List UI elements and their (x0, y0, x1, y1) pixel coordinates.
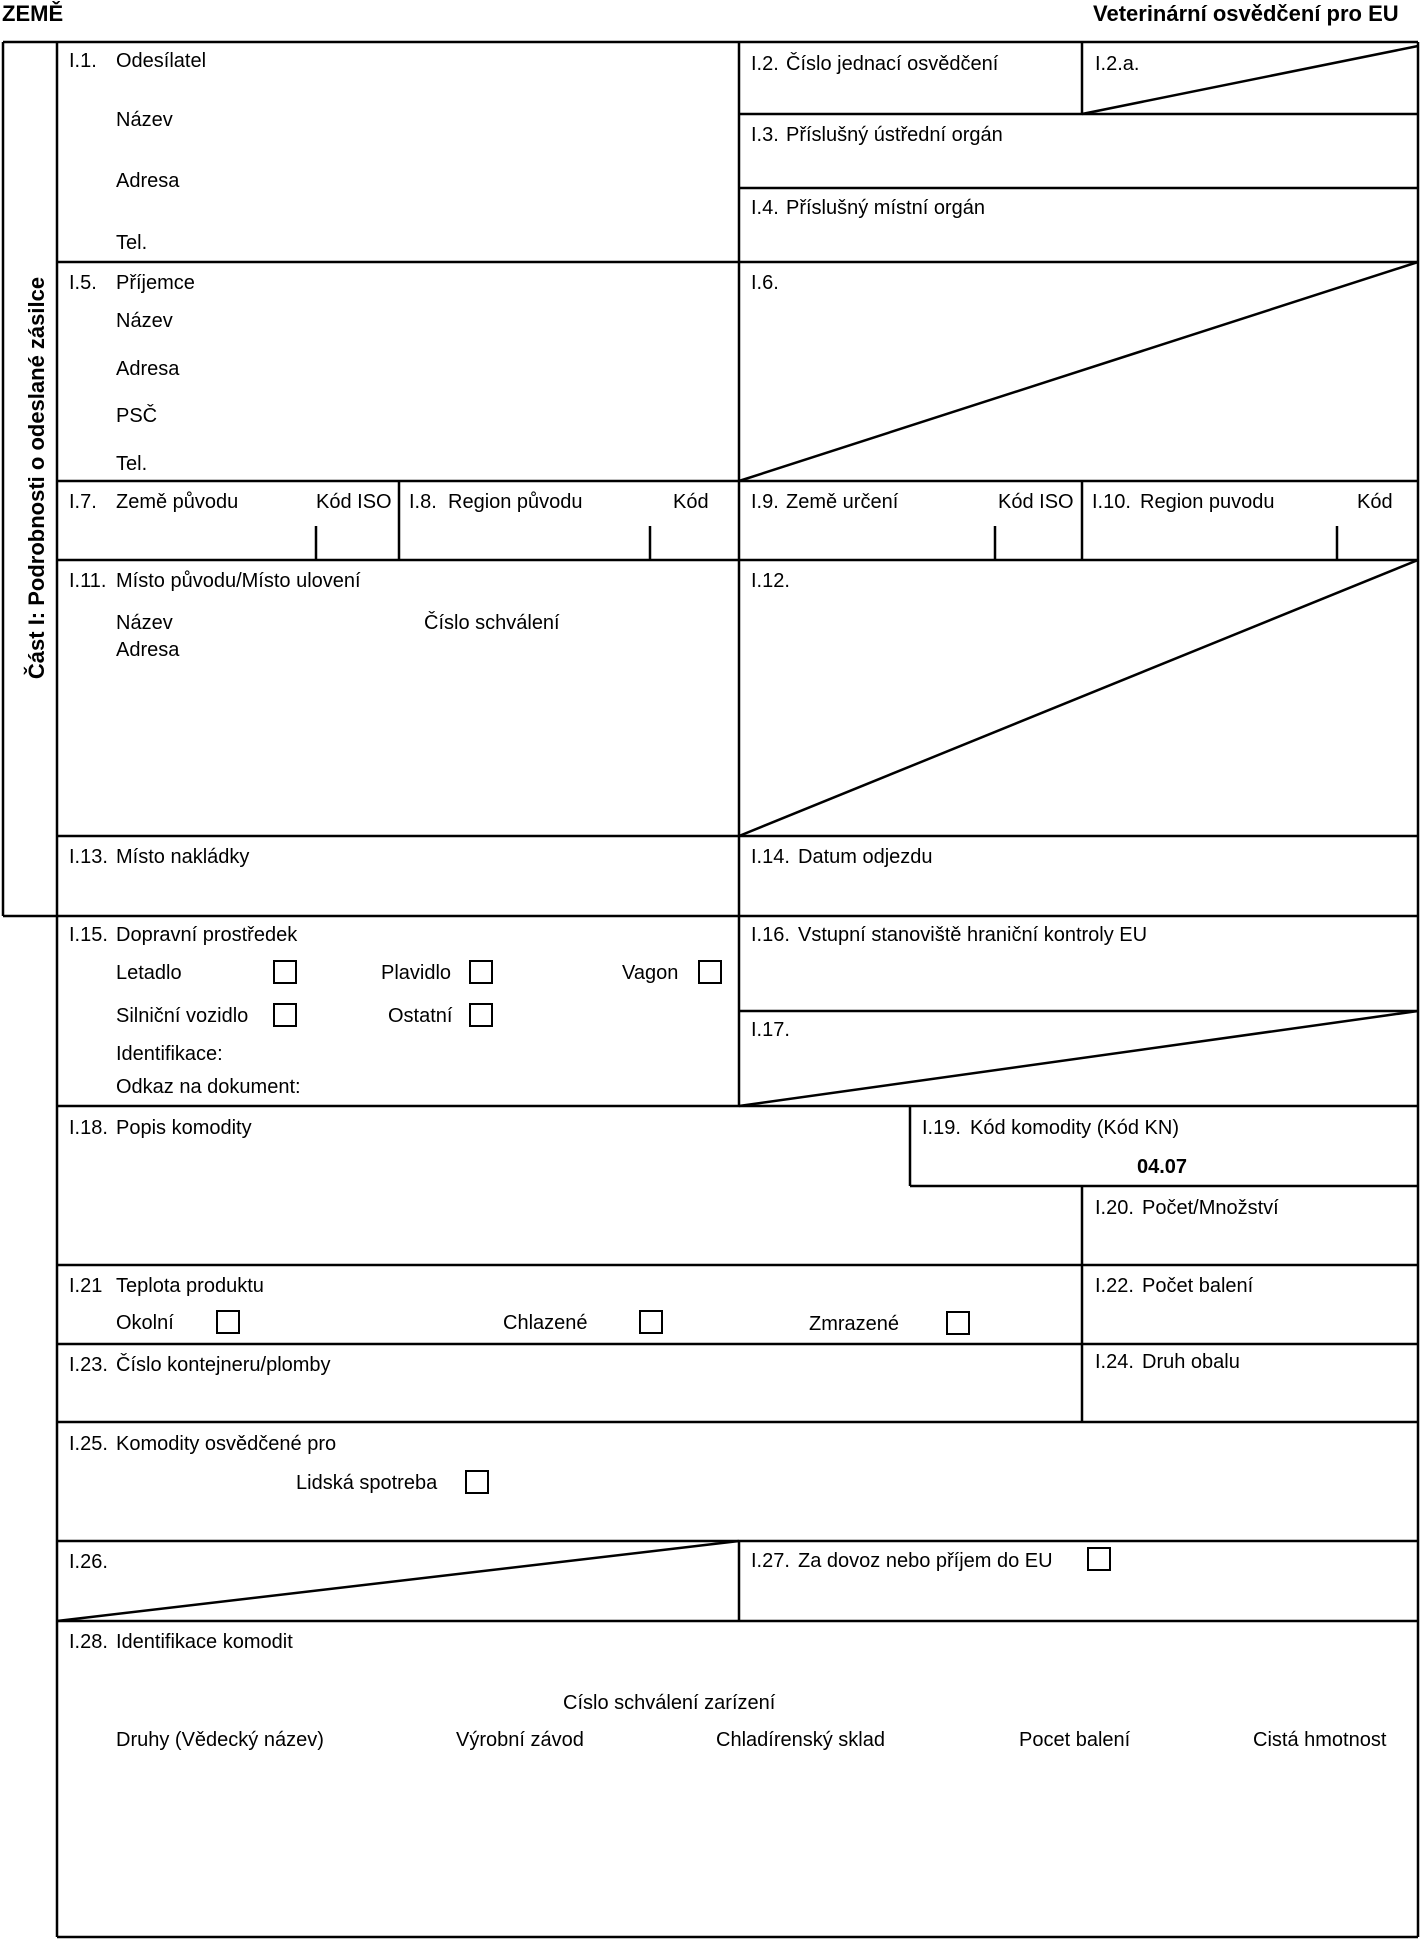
commodity-code-value: 04.07 (1137, 1156, 1188, 1178)
temperature-frozen-label: Zmrazené (809, 1313, 900, 1335)
origin-region-title: Region původu (448, 491, 583, 513)
consignor-name-label: Název (116, 109, 173, 131)
transport-num: I.15. (69, 924, 108, 946)
place-origin-num: I.11. (69, 570, 107, 592)
dest-country-num: I.9. (751, 491, 779, 513)
local-authority-title: Příslušný místní orgán (786, 197, 985, 219)
consignor-title: Odesílatel (116, 50, 207, 72)
origin-country-title: Země původu (116, 491, 239, 513)
dest-region-code: Kód (1357, 491, 1393, 513)
loading-place-title: Místo nakládky (116, 846, 250, 868)
wagon-checkbox[interactable] (698, 960, 722, 984)
road-vehicle-checkbox[interactable] (273, 1003, 297, 1027)
place-origin-address-label: Adresa (116, 639, 180, 661)
human-consumption-checkbox[interactable] (465, 1470, 489, 1494)
temperature-chilled-label: Chlazené (503, 1312, 588, 1334)
consignee-num: I.5. (69, 272, 97, 294)
consignee-title: Příjemce (116, 272, 195, 294)
box-i26-num: I.26. (69, 1551, 108, 1573)
container-title: Číslo kontejneru/plomby (116, 1354, 331, 1376)
consignee-tel-label: Tel. (116, 453, 148, 475)
transport-title: Dopravní prostředek (116, 924, 298, 946)
cert-ref-num: I.2. (751, 53, 779, 75)
central-authority-num: I.3. (751, 124, 779, 146)
ambient-checkbox[interactable] (216, 1310, 240, 1334)
transport-aircraft-label: Letadlo (116, 962, 182, 984)
box-i17-num: I.17. (751, 1019, 790, 1041)
commodity-code-num: I.19. (922, 1117, 961, 1139)
other-transport-checkbox[interactable] (469, 1003, 493, 1027)
origin-country-num: I.7. (69, 491, 97, 513)
temperature-title: Teplota produktu (116, 1275, 264, 1297)
transport-identification-label: Identifikace: (116, 1043, 223, 1065)
consignor-num: I.1. (69, 50, 97, 72)
transport-road-label: Silniční vozidlo (116, 1005, 249, 1027)
place-origin-approval-label: Číslo schválení (424, 612, 560, 634)
transport-doc-ref-label: Odkaz na dokument: (116, 1076, 301, 1098)
packages-title: Počet balení (1142, 1275, 1254, 1297)
border-post-title: Vstupní stanoviště hraniční kontroly EU (798, 924, 1148, 946)
part1-label: Část I: Podrobnosti o odeslané zásilce (24, 276, 49, 680)
import-eu-num: I.27. (751, 1550, 790, 1572)
approval-number-header: Císlo schválení zarízení (563, 1692, 776, 1714)
dest-region-num: I.10. (1092, 491, 1131, 513)
departure-date-title: Datum odjezdu (798, 846, 933, 868)
transport-vessel-label: Plavidlo (381, 962, 452, 984)
packaging-num: I.24. (1095, 1351, 1134, 1373)
local-authority-num: I.4. (751, 197, 779, 219)
column-net-weight: Cistá hmotnost (1253, 1729, 1387, 1751)
origin-country-code: Kód ISO (316, 491, 392, 513)
consignor-tel-label: Tel. (116, 232, 148, 254)
quantity-title: Počet/Množství (1142, 1197, 1279, 1219)
identification-title: Identifikace komodit (116, 1631, 293, 1653)
origin-region-num: I.8. (409, 491, 437, 513)
consignor-address-label: Adresa (116, 170, 180, 192)
cert-ref-sub: I.2.a. (1095, 53, 1140, 75)
aircraft-checkbox[interactable] (273, 960, 297, 984)
dest-country-code: Kód ISO (998, 491, 1074, 513)
container-num: I.23. (69, 1354, 108, 1376)
certified-for-num: I.25. (69, 1433, 108, 1455)
quantity-num: I.20. (1095, 1197, 1134, 1219)
loading-place-num: I.13. (69, 846, 108, 868)
import-eu-checkbox[interactable] (1087, 1547, 1111, 1571)
consignee-postcode-label: PSČ (116, 405, 158, 427)
place-origin-title: Místo původu/Místo ulovení (116, 570, 361, 592)
box-i6-num: I.6. (751, 272, 779, 294)
departure-date-num: I.14. (751, 846, 790, 868)
border-post-num: I.16. (751, 924, 790, 946)
dest-region-title: Region puvodu (1140, 491, 1275, 513)
chilled-checkbox[interactable] (639, 1310, 663, 1334)
certified-for-title: Komodity osvědčené pro (116, 1433, 337, 1455)
commodity-desc-title: Popis komodity (116, 1117, 252, 1139)
packages-num: I.22. (1095, 1275, 1134, 1297)
vessel-checkbox[interactable] (469, 960, 493, 984)
column-manufacturing-plant: Výrobní závod (456, 1729, 584, 1751)
consignee-address-label: Adresa (116, 358, 180, 380)
origin-region-code: Kód (673, 491, 709, 513)
dest-country-title: Země určení (786, 491, 899, 513)
packaging-title: Druh obalu (1142, 1351, 1240, 1373)
transport-wagon-label: Vagon (622, 962, 679, 984)
commodity-code-title: Kód komodity (Kód KN) (970, 1117, 1179, 1139)
column-number-of-packages: Pocet balení (1019, 1729, 1131, 1751)
identification-num: I.28. (69, 1631, 108, 1653)
consignee-name-label: Název (116, 310, 173, 332)
box-i12-num: I.12. (751, 570, 790, 592)
country-heading: ZEMĚ (2, 1, 64, 26)
certificate-title: Veterinární osvědčení pro EU (1093, 1, 1399, 26)
human-consumption-label: Lidská spotreba (296, 1472, 438, 1494)
cert-ref-title: Číslo jednací osvědčení (786, 53, 999, 75)
temperature-num: I.21 (69, 1275, 103, 1297)
central-authority-title: Příslušný ústřední orgán (786, 124, 1003, 146)
column-cold-store: Chladírenský sklad (716, 1729, 885, 1751)
temperature-ambient-label: Okolní (116, 1312, 174, 1334)
place-origin-name-label: Název (116, 612, 173, 634)
frozen-checkbox[interactable] (946, 1311, 970, 1335)
column-species: Druhy (Vědecký název) (116, 1729, 324, 1751)
commodity-desc-num: I.18. (69, 1117, 108, 1139)
transport-other-label: Ostatní (388, 1005, 453, 1027)
import-eu-title: Za dovoz nebo příjem do EU (798, 1550, 1053, 1572)
